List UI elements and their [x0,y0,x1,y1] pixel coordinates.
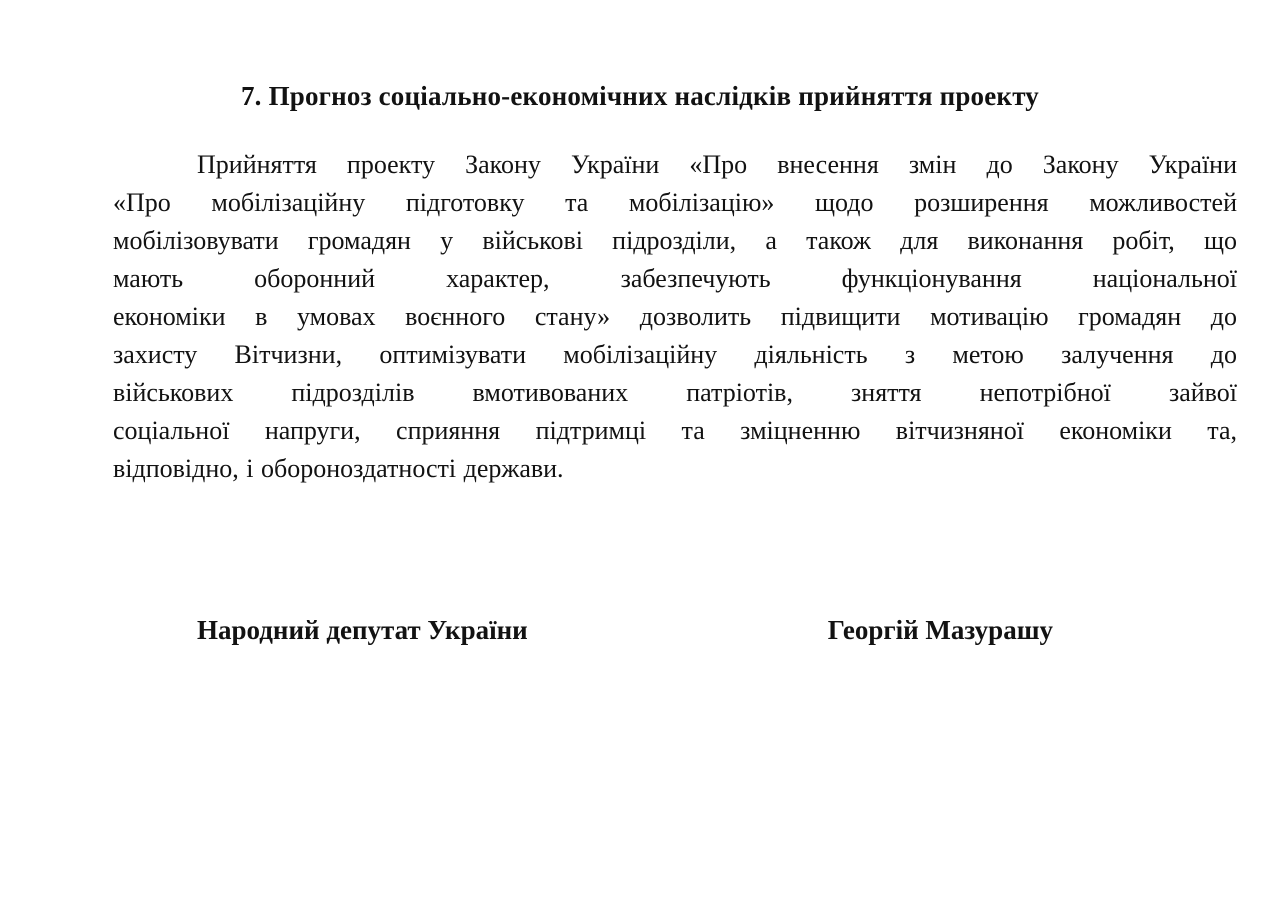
paragraph-line: економіки в умовах воєнного стану» дозволить підвищити мотивацію громадян до [113,302,1237,331]
section-heading: 7. Прогноз соціально-економічних наслідків прийняття проекту [240,81,1040,111]
signature-row [0,610,1280,650]
body-paragraph [0,146,1280,488]
document-page [0,76,1280,913]
paragraph-line: військових підрозділів вмотивованих патріотів, зняття непотрібної зайвої [113,378,1237,407]
paragraph-line: соціальної напруги, сприяння підтримці та зміцненню вітчизняної економіки та, [113,416,1237,445]
paragraph-line: мобілізовувати громадян у військові підрозділи, а також для виконання робіт, що [113,226,1237,255]
paragraph-line: відповідно, і обороноздатності держави. [113,454,564,483]
paragraph-line: захисту Вітчизни, оптимізувати мобілізаційну діяльність з метою залучення до [113,340,1237,369]
paragraph-line: мають оборонний характер, забезпечують функціонування національної [113,264,1237,293]
signature-role: Народний депутат України [197,615,528,645]
signature-name: Георгій Мазурашу [827,615,1053,645]
paragraph-line: Прийняття проекту Закону України «Про внесення змін до Закону України [197,150,1237,179]
paragraph-line: «Про мобілізаційну підготовку та мобілізацію» щодо розширення можливостей [113,188,1237,217]
